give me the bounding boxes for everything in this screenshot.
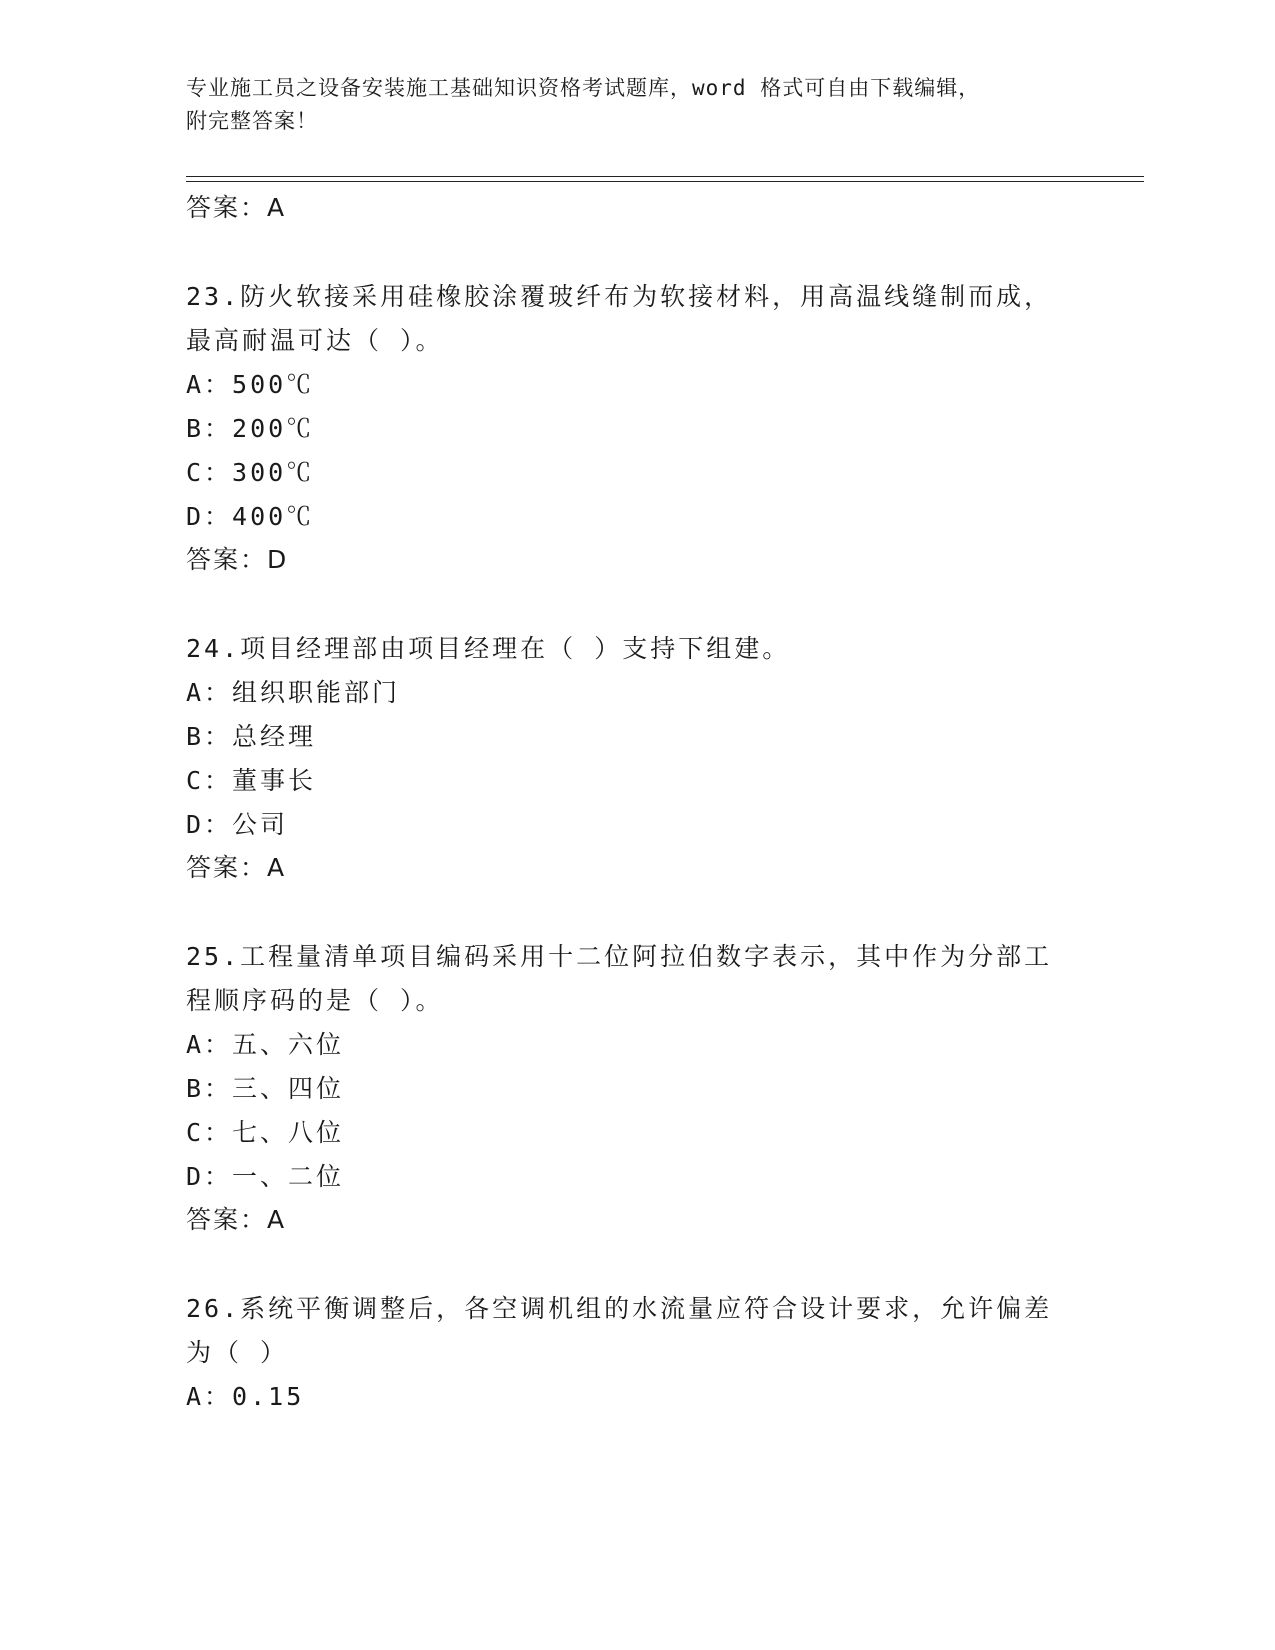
question-23-option-b: B：200℃	[186, 414, 315, 443]
question-25-answer: 答案：A	[186, 1205, 287, 1234]
question-25-option-b: B：三、四位	[186, 1074, 345, 1103]
question-25-option-d: D：一、二位	[186, 1162, 345, 1191]
question-25-stem-line-2: 程顺序码的是（ ）。	[186, 986, 444, 1015]
question-23-option-d: D：400℃	[186, 502, 315, 531]
question-23-stem-line-1: 23.防火软接采用硅橡胶涂覆玻纤布为软接材料，用高温线缝制而成，	[186, 282, 1053, 311]
header-line-1: 专业施工员之设备安装施工基础知识资格考试题库，word 格式可自由下载编辑，	[186, 76, 981, 100]
header-line-2: 附完整答案！	[186, 109, 318, 133]
question-24-option-a: A：组织职能部门	[186, 678, 401, 707]
question-26-stem-line-2: 为（ ）	[186, 1338, 289, 1367]
question-25-option-c: C：七、八位	[186, 1118, 345, 1147]
question-24-option-c: C：董事长	[186, 766, 317, 795]
header-divider-top	[186, 176, 1144, 177]
question-24-option-b: B：总经理	[186, 722, 317, 751]
document-header	[186, 72, 1086, 138]
question-25-stem-line-1: 25.工程量清单项目编码采用十二位阿拉伯数字表示，其中作为分部工	[186, 942, 1053, 971]
question-24-stem: 24.项目经理部由项目经理在（ ）支持下组建。	[186, 634, 791, 663]
question-23-option-a: A：500℃	[186, 370, 315, 399]
previous-answer: 答案：A	[186, 193, 287, 222]
question-23-option-c: C：300℃	[186, 458, 315, 487]
question-26-option-a: A：0.15	[186, 1382, 305, 1411]
header-divider-bottom	[186, 181, 1144, 182]
question-24-answer: 答案：A	[186, 853, 287, 882]
question-23-answer: 答案：D	[186, 545, 289, 574]
question-25-option-a: A：五、六位	[186, 1030, 345, 1059]
question-26-stem-line-1: 26.系统平衡调整后，各空调机组的水流量应符合设计要求，允许偏差	[186, 1294, 1053, 1323]
question-23-stem-line-2: 最高耐温可达（ ）。	[186, 326, 444, 355]
question-24-option-d: D：公司	[186, 810, 289, 839]
